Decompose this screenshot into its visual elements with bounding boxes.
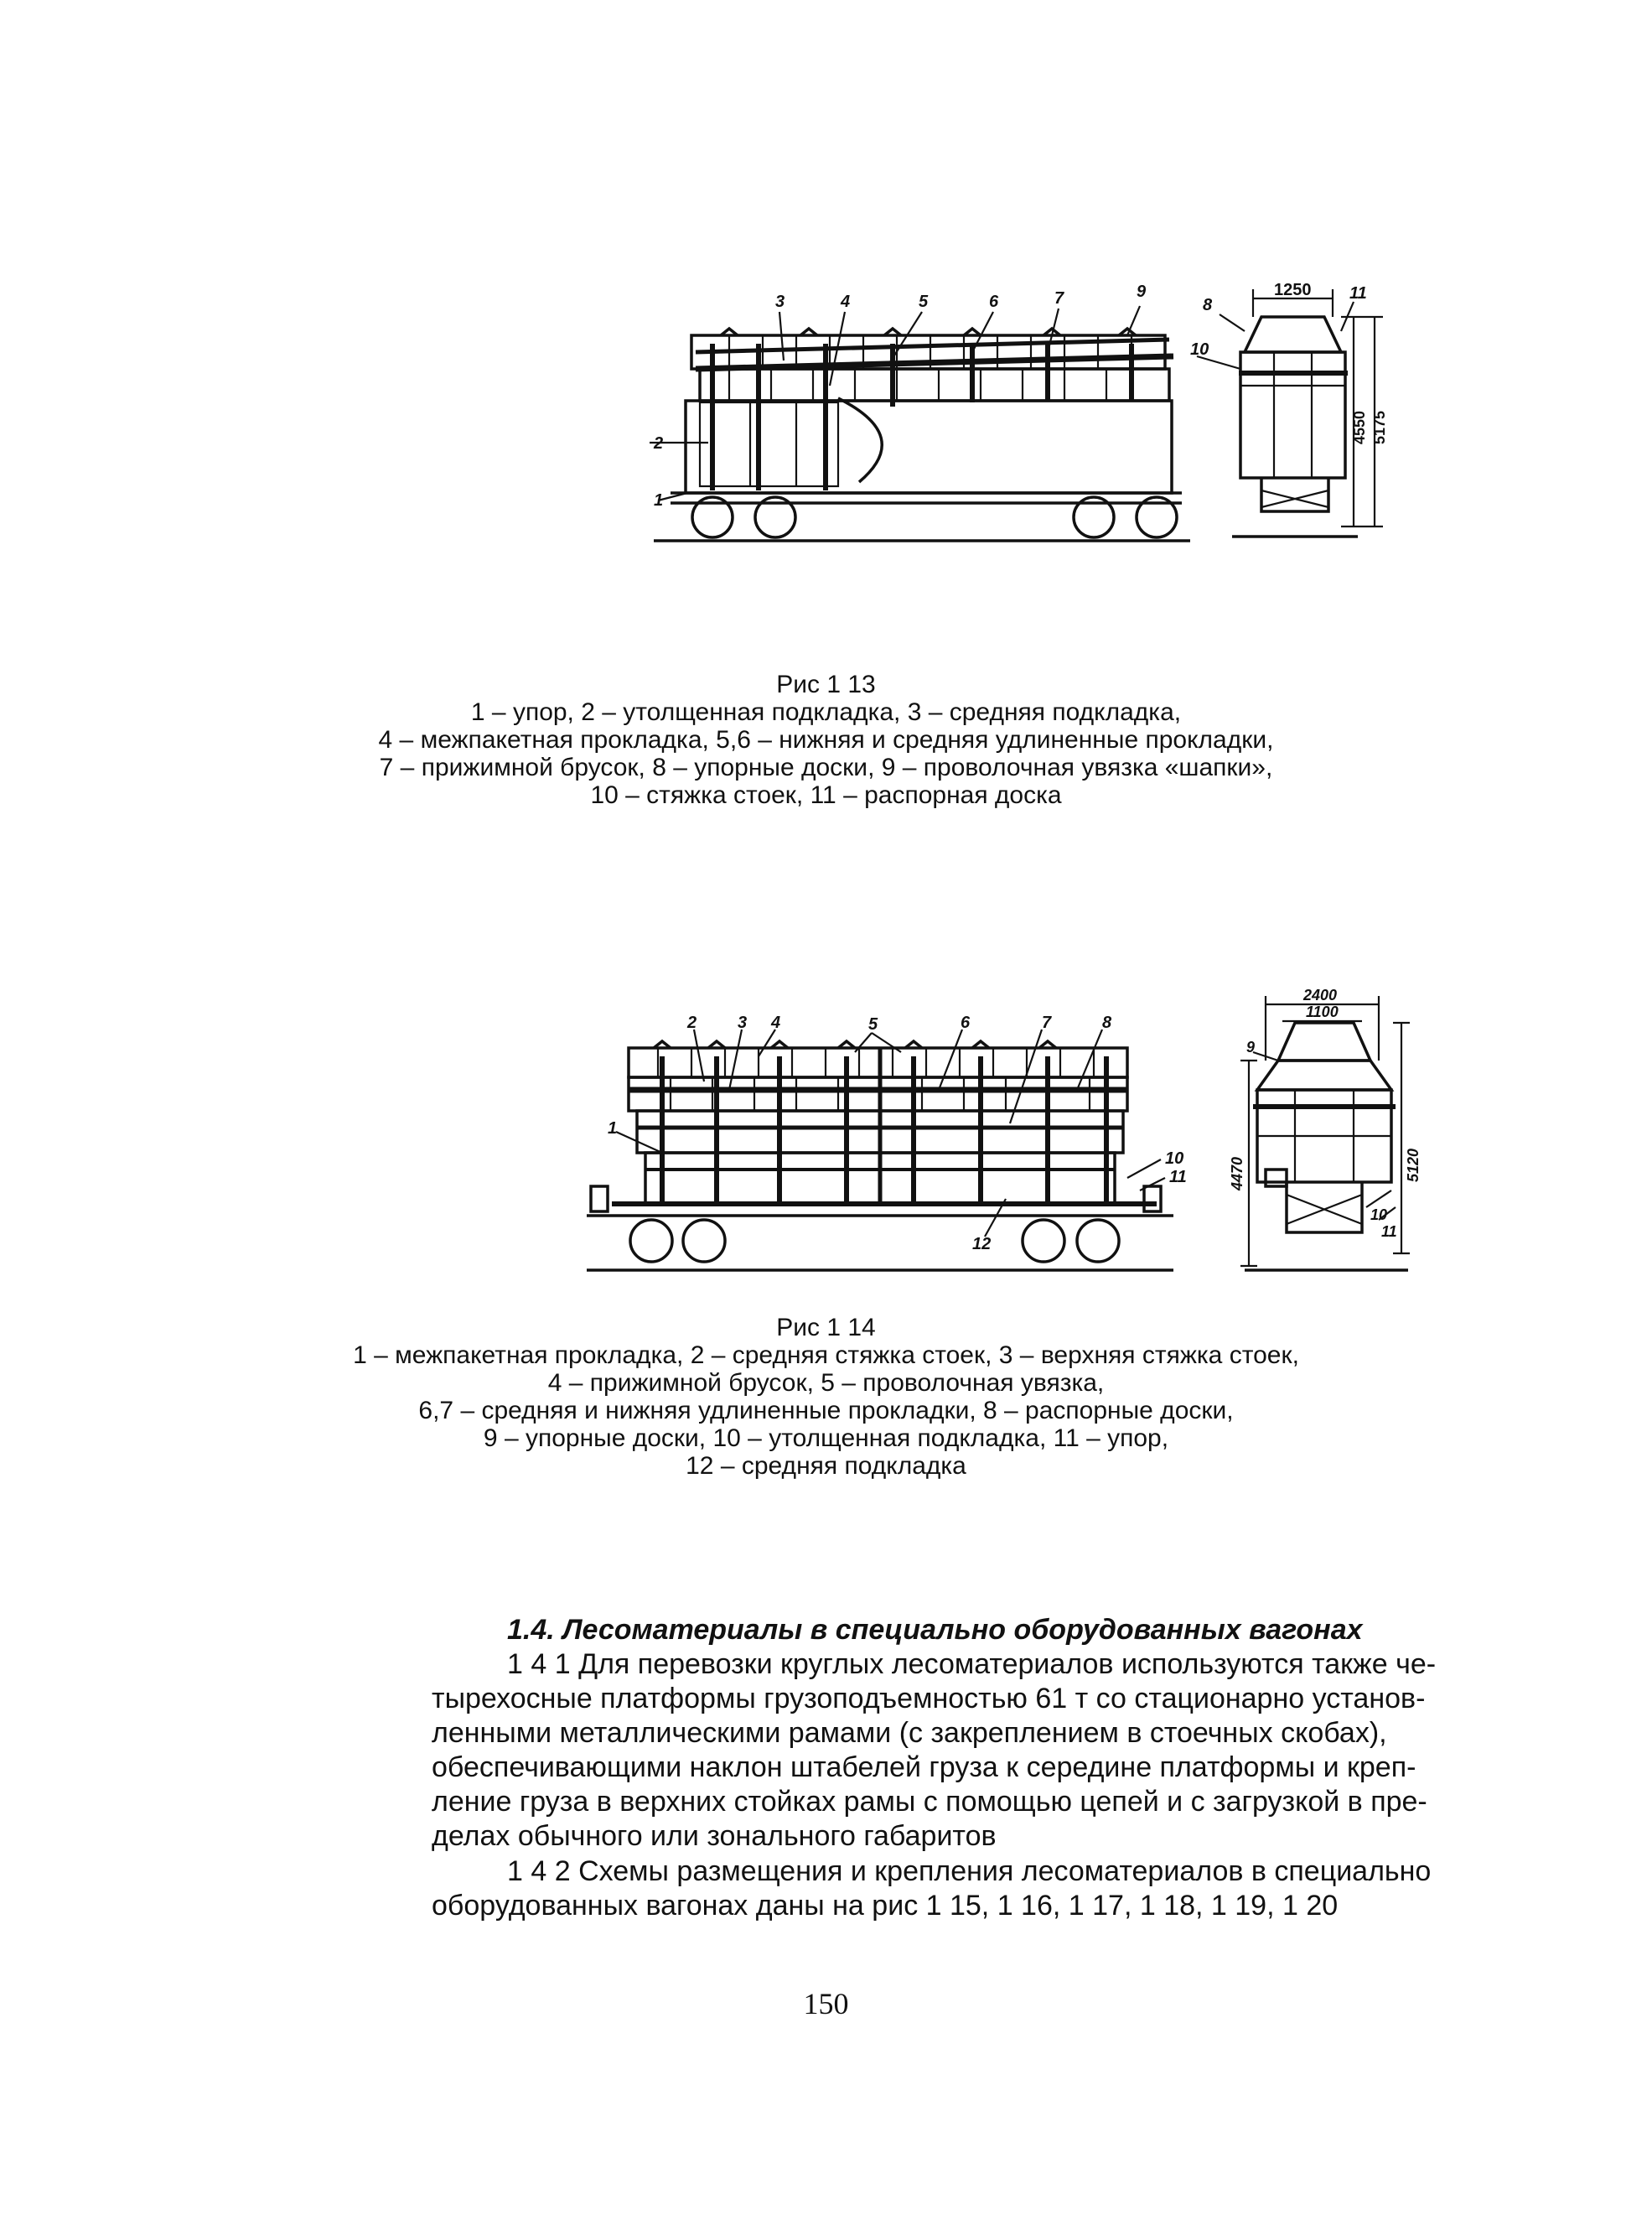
- callout-2: 2: [687, 1014, 697, 1032]
- callout-12: 12: [972, 1235, 992, 1253]
- callout-1: 1: [654, 491, 664, 510]
- legend-line: 4 – межпакетная прокладка, 5,6 – нижняя и средняя удлиненные прокладки,: [378, 726, 1274, 754]
- paragraph-1-4-2: [432, 1854, 1559, 1923]
- dim-5120: 5120: [1405, 1148, 1422, 1182]
- callout-8: 8: [1102, 1014, 1112, 1032]
- dim-2400: 2400: [1303, 987, 1338, 1004]
- legend-line: 1 – упор, 2 – утолщенная подкладка, 3 – средняя подкладка,: [470, 698, 1182, 726]
- text-line: 1 4 1 Для перевозки круглых лесоматериалов используются также че-: [507, 1648, 1437, 1680]
- callout-1: 1: [608, 1119, 618, 1138]
- dim-4550: 4550: [1351, 410, 1368, 444]
- callout-10: 10: [1370, 1206, 1388, 1223]
- dim-1250: 1250: [1274, 281, 1312, 299]
- figure-1-14-title: Рис 1 14: [776, 1314, 876, 1341]
- callout-4: 4: [841, 293, 851, 311]
- figure-1-14-caption: [0, 1314, 1652, 1480]
- wheel-icon: [630, 1220, 1119, 1262]
- page-number: 150: [803, 1987, 849, 2020]
- dim-1100: 1100: [1306, 1004, 1339, 1020]
- legend-line: 9 – упорные доски, 10 – утолщенная подкладка, 11 – упор,: [483, 1424, 1169, 1452]
- callout-9: 9: [1137, 283, 1147, 301]
- callout-4: 4: [771, 1014, 781, 1032]
- callout-3: 3: [738, 1014, 748, 1032]
- legend-line: 4 – прижимной брусок, 5 – проволочная увязка,: [547, 1369, 1105, 1397]
- text-line: делах обычного или зонального габаритов: [432, 1820, 997, 1852]
- figure-1-14-drawing: [0, 956, 1652, 1291]
- dim-5175: 5175: [1371, 410, 1388, 444]
- figure-1-13-drawing: [0, 0, 1652, 587]
- callout-11: 11: [1169, 1168, 1187, 1186]
- section-heading: 1.4. Лесоматериалы в специально оборудованных вагонах: [507, 1614, 1363, 1646]
- callout-7: 7: [1042, 1014, 1052, 1032]
- legend-line: 1 – межпакетная прокладка, 2 – средняя стяжка стоек, 3 – верхняя стяжка стоек,: [353, 1341, 1299, 1369]
- legend-line: 10 – стяжка стоек, 11 – распорная доска: [590, 781, 1062, 809]
- callout-2: 2: [654, 434, 664, 453]
- callout-6: 6: [961, 1014, 971, 1032]
- text-line: обеспечивающими наклон штабелей груза к середине платформы и креп-: [432, 1751, 1416, 1783]
- callout-7: 7: [1054, 289, 1064, 308]
- callout-5: 5: [919, 293, 929, 311]
- text-line: ленными металлическими рамами (с закреплением в стоечных скобах),: [432, 1717, 1387, 1749]
- callout-3: 3: [775, 293, 785, 311]
- text-line: ление груза в верхних стойках рамы с помощью цепей и с загрузкой в пре-: [432, 1786, 1427, 1818]
- callout-10: 10: [1190, 340, 1209, 359]
- callout-11: 11: [1381, 1223, 1397, 1240]
- text-line: тырехосные платформы грузоподъемностью 61 т со стационарно установ-: [432, 1683, 1426, 1714]
- callout-10: 10: [1165, 1149, 1184, 1168]
- paragraph-1-4-1: [432, 1647, 1559, 1854]
- text-line: оборудованных вагонах даны на рис 1 15, 1 16, 1 17, 1 18, 1 19, 1 20: [432, 1890, 1339, 1922]
- callout-9: 9: [1246, 1039, 1256, 1056]
- callout-8: 8: [1203, 296, 1213, 314]
- legend-line: 12 – средняя подкладка: [686, 1452, 966, 1480]
- callout-6: 6: [989, 293, 999, 311]
- legend-line: 6,7 – средняя и нижняя удлиненные прокладки, 8 – распорные доски,: [418, 1397, 1234, 1424]
- text-line: 1 4 2 Схемы размещения и крепления лесоматериалов в специально: [507, 1855, 1432, 1887]
- legend-line: 7 – прижимной брусок, 8 – упорные доски, 9 – проволочная увязка «шапки»,: [379, 754, 1273, 781]
- callout-11: 11: [1349, 284, 1367, 303]
- callout-5: 5: [868, 1015, 878, 1034]
- figure-1-13-title: Рис 1 13: [776, 671, 876, 698]
- dim-4470: 4470: [1229, 1156, 1245, 1190]
- figure-1-13-caption: [0, 671, 1652, 809]
